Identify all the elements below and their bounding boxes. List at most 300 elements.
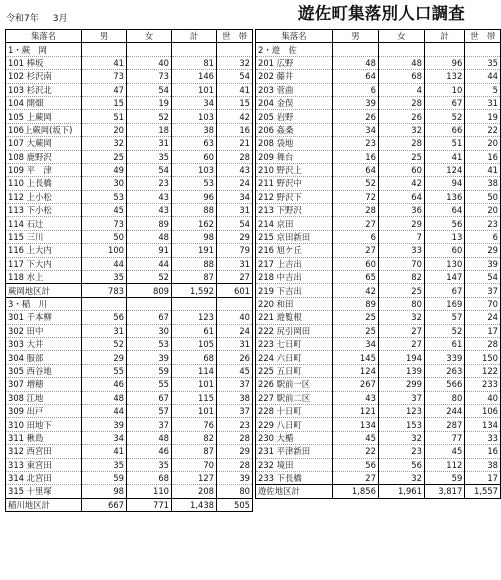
settlement-row — [256, 458, 501, 471]
female-count: 30 — [127, 324, 172, 337]
settlement-name: 210 野沢上 — [256, 163, 333, 176]
household-count: 40 — [217, 311, 253, 324]
settlement-name: 215 京田新田 — [256, 230, 333, 243]
male-count: 100 — [82, 244, 127, 257]
report-date — [6, 11, 81, 24]
male-count: 41 — [82, 445, 127, 458]
settlement-row — [256, 257, 501, 270]
female-count: 36 — [378, 204, 424, 217]
total-count: 70 — [172, 458, 217, 471]
settlement-row — [6, 351, 253, 364]
household-count: 24 — [217, 177, 253, 190]
male-count: 25 — [332, 324, 378, 337]
total-count: 67 — [424, 96, 464, 109]
male-count: 73 — [82, 217, 127, 230]
household-count: 6 — [465, 230, 501, 243]
female-count: 809 — [127, 284, 172, 297]
household-count: 23 — [217, 418, 253, 431]
column-header: 女 — [127, 30, 172, 43]
settlement-row — [256, 471, 501, 484]
settlement-row — [256, 284, 501, 297]
total-count: 98 — [172, 230, 217, 243]
female-count: 60 — [378, 163, 424, 176]
empty-cell — [127, 43, 172, 56]
male-count: 47 — [82, 83, 127, 96]
female-count: 33 — [378, 244, 424, 257]
male-count: 121 — [332, 404, 378, 417]
female-count: 27 — [378, 324, 424, 337]
total-count: 1,592 — [172, 284, 217, 297]
female-count: 43 — [127, 190, 172, 203]
male-count: 667 — [82, 498, 127, 511]
settlement-row — [6, 137, 253, 150]
settlement-row — [256, 418, 501, 431]
settlement-name: 蕨岡地区計 — [6, 284, 82, 297]
settlement-name: 108 鹿野沢 — [6, 150, 82, 163]
settlement-name: 216 旭ケ丘 — [256, 244, 333, 257]
empty-cell — [217, 43, 253, 56]
male-count: 26 — [332, 110, 378, 123]
settlement-row — [6, 257, 253, 270]
male-count: 124 — [332, 364, 378, 377]
settlement-name: 313 東宮田 — [6, 458, 82, 471]
settlement-row — [256, 337, 501, 350]
male-count: 34 — [82, 431, 127, 444]
female-count: 194 — [378, 351, 424, 364]
household-count: 38 — [465, 177, 501, 190]
male-count: 45 — [82, 204, 127, 217]
household-count: 41 — [217, 83, 253, 96]
household-count: 29 — [465, 244, 501, 257]
settlement-row — [256, 351, 501, 364]
female-count: 23 — [127, 177, 172, 190]
household-count: 39 — [217, 471, 253, 484]
total-count: 10 — [424, 83, 464, 96]
total-count: 162 — [172, 217, 217, 230]
district-total-row — [6, 498, 253, 511]
household-count: 122 — [465, 364, 501, 377]
household-count: 16 — [465, 150, 501, 163]
female-count: 771 — [127, 498, 172, 511]
total-count: 88 — [172, 204, 217, 217]
page-title: 遊佐町集落別人口調査 — [298, 4, 465, 23]
report-month: 3月 — [52, 14, 68, 24]
settlement-name: 315 十里塚 — [6, 485, 82, 498]
empty-cell — [82, 43, 127, 56]
total-count: 34 — [172, 96, 217, 109]
settlement-row — [256, 204, 501, 217]
household-count: 54 — [217, 70, 253, 83]
household-count: 20 — [465, 137, 501, 150]
female-count: 67 — [127, 311, 172, 324]
total-count: 287 — [424, 418, 464, 431]
settlement-row — [6, 123, 253, 136]
column-header: 集落名 — [6, 30, 82, 43]
total-count: 57 — [424, 311, 464, 324]
settlement-row — [6, 230, 253, 243]
settlement-name: 221 遊覧根 — [256, 311, 333, 324]
settlement-name: 229 八日町 — [256, 418, 333, 431]
male-count: 64 — [332, 70, 378, 83]
male-count: 89 — [332, 297, 378, 310]
female-count: 110 — [127, 485, 172, 498]
settlement-name: 118 水上 — [6, 271, 82, 284]
empty-cell — [217, 297, 253, 310]
settlement-name: 209 舞台 — [256, 150, 333, 163]
total-count: 68 — [172, 351, 217, 364]
total-count: 38 — [172, 123, 217, 136]
household-count: 41 — [465, 163, 501, 176]
settlement-row — [256, 324, 501, 337]
household-count: 70 — [465, 297, 501, 310]
total-count: 146 — [172, 70, 217, 83]
settlement-row — [6, 391, 253, 404]
female-count: 55 — [127, 378, 172, 391]
male-count: 43 — [332, 391, 378, 404]
female-count: 73 — [127, 70, 172, 83]
male-count: 6 — [332, 230, 378, 243]
household-count: 17 — [465, 324, 501, 337]
total-count: 103 — [172, 110, 217, 123]
male-count: 27 — [332, 244, 378, 257]
empty-cell — [172, 43, 217, 56]
household-count: 5 — [465, 83, 501, 96]
male-count: 52 — [332, 177, 378, 190]
male-count: 55 — [82, 364, 127, 377]
settlement-row — [6, 110, 253, 123]
settlement-row — [6, 96, 253, 109]
male-count: 73 — [82, 70, 127, 83]
total-count: 13 — [424, 230, 464, 243]
male-count: 30 — [82, 177, 127, 190]
male-count: 35 — [82, 271, 127, 284]
female-count: 27 — [378, 337, 424, 350]
settlement-name: 206 姦桑 — [256, 123, 333, 136]
column-header: 世 帯 — [465, 30, 501, 43]
household-count: 20 — [465, 204, 501, 217]
female-count: 123 — [378, 404, 424, 417]
settlement-row — [6, 56, 253, 69]
household-count: 106 — [465, 404, 501, 417]
female-count: 48 — [127, 431, 172, 444]
settlement-row — [256, 123, 501, 136]
male-count: 134 — [332, 418, 378, 431]
settlement-name: 112 上小松 — [6, 190, 82, 203]
male-count: 6 — [332, 83, 378, 96]
household-count: 31 — [217, 204, 253, 217]
column-header: 集落名 — [256, 30, 333, 43]
settlement-row — [256, 217, 501, 230]
settlement-row — [6, 217, 253, 230]
male-count: 51 — [82, 110, 127, 123]
female-count: 68 — [127, 471, 172, 484]
female-count: 57 — [127, 404, 172, 417]
settlement-row — [256, 190, 501, 203]
settlement-row — [256, 297, 501, 310]
settlement-name: 213 下野沢 — [256, 204, 333, 217]
district-header-row — [256, 43, 501, 56]
male-count: 25 — [332, 311, 378, 324]
male-count: 16 — [332, 150, 378, 163]
settlement-name: 116 上大内 — [6, 244, 82, 257]
male-count: 41 — [82, 56, 127, 69]
total-count: 87 — [172, 445, 217, 458]
settlement-name: 211 野沢中 — [256, 177, 333, 190]
household-count: 28 — [217, 150, 253, 163]
female-count: 89 — [127, 217, 172, 230]
total-count: 244 — [424, 404, 464, 417]
female-count: 64 — [378, 190, 424, 203]
settlement-row — [6, 404, 253, 417]
total-count: 101 — [172, 378, 217, 391]
male-count: 65 — [332, 271, 378, 284]
column-header: 世 帯 — [217, 30, 253, 43]
male-count: 44 — [82, 404, 127, 417]
settlement-row — [256, 244, 501, 257]
male-count: 35 — [82, 458, 127, 471]
settlement-name: 230 大楯 — [256, 431, 333, 444]
settlement-row — [6, 244, 253, 257]
total-count: 88 — [172, 257, 217, 270]
household-count: 26 — [217, 351, 253, 364]
female-count: 56 — [378, 458, 424, 471]
district-name: 1・蕨 岡 — [6, 43, 82, 56]
household-count: 31 — [465, 96, 501, 109]
total-count: 105 — [172, 337, 217, 350]
female-count: 52 — [127, 271, 172, 284]
female-count: 139 — [378, 364, 424, 377]
household-count: 28 — [217, 431, 253, 444]
female-count: 19 — [127, 96, 172, 109]
female-count: 48 — [378, 56, 424, 69]
total-count: 136 — [424, 190, 464, 203]
household-count: 40 — [465, 391, 501, 404]
household-count: 15 — [217, 96, 253, 109]
settlement-name: 208 袋地 — [256, 137, 333, 150]
settlement-name: 219 下吉出 — [256, 284, 333, 297]
settlement-name: 312 西宮田 — [6, 445, 82, 458]
household-count: 16 — [465, 445, 501, 458]
household-count: 29 — [217, 230, 253, 243]
total-count: 147 — [424, 271, 464, 284]
female-count: 25 — [378, 150, 424, 163]
settlement-name: 遊佐地区計 — [256, 485, 333, 498]
settlement-row — [256, 56, 501, 69]
household-count: 16 — [217, 123, 253, 136]
total-count: 77 — [424, 431, 464, 444]
empty-cell — [465, 43, 501, 56]
male-count: 29 — [82, 351, 127, 364]
male-count: 39 — [82, 418, 127, 431]
settlement-row — [256, 391, 501, 404]
settlement-name: 311 楸島 — [6, 431, 82, 444]
settlement-row — [256, 177, 501, 190]
total-count: 132 — [424, 70, 464, 83]
male-count: 59 — [82, 471, 127, 484]
male-count: 145 — [332, 351, 378, 364]
district-total-row — [256, 485, 501, 498]
household-count: 31 — [217, 337, 253, 350]
district-header-row — [6, 297, 253, 310]
settlement-name: 304 服部 — [6, 351, 82, 364]
settlement-name: 202 藤井 — [256, 70, 333, 83]
female-count: 32 — [378, 431, 424, 444]
settlement-name: 110 上長橋 — [6, 177, 82, 190]
female-count: 54 — [127, 83, 172, 96]
male-count: 46 — [82, 378, 127, 391]
total-count: 52 — [424, 324, 464, 337]
female-count: 52 — [127, 110, 172, 123]
male-count: 48 — [82, 391, 127, 404]
settlement-name: 224 六日町 — [256, 351, 333, 364]
settlement-name: 101 棒坂 — [6, 56, 82, 69]
settlement-name: 232 境田 — [256, 458, 333, 471]
household-count: 28 — [465, 337, 501, 350]
male-count: 28 — [332, 204, 378, 217]
total-count: 114 — [172, 364, 217, 377]
male-count: 34 — [332, 123, 378, 136]
female-count: 82 — [378, 271, 424, 284]
household-count: 32 — [217, 56, 253, 69]
total-count: 64 — [424, 204, 464, 217]
female-count: 1,961 — [378, 485, 424, 498]
settlement-name: 314 北宮田 — [6, 471, 82, 484]
settlement-row — [6, 271, 253, 284]
settlement-row — [256, 378, 501, 391]
male-count: 56 — [82, 311, 127, 324]
empty-cell — [378, 43, 424, 56]
settlement-name: 231 平津新田 — [256, 445, 333, 458]
total-count: 96 — [172, 190, 217, 203]
household-count: 54 — [217, 217, 253, 230]
settlement-name: 214 京田 — [256, 217, 333, 230]
female-count: 43 — [127, 204, 172, 217]
male-count: 15 — [82, 96, 127, 109]
total-count: 76 — [172, 418, 217, 431]
female-count: 42 — [378, 177, 424, 190]
female-count: 28 — [378, 96, 424, 109]
settlement-name: 104 開畑 — [6, 96, 82, 109]
settlement-name: 217 上吉出 — [256, 257, 333, 270]
male-count: 64 — [332, 163, 378, 176]
household-count: 79 — [217, 244, 253, 257]
total-count: 45 — [424, 445, 464, 458]
settlement-name: 204 金俣 — [256, 96, 333, 109]
female-count: 28 — [378, 137, 424, 150]
header-row — [6, 30, 253, 43]
settlement-name: 308 江地 — [6, 391, 82, 404]
settlement-name: 223 七日町 — [256, 337, 333, 350]
female-count: 44 — [127, 257, 172, 270]
total-count: 41 — [424, 150, 464, 163]
empty-cell — [172, 297, 217, 310]
male-count: 25 — [82, 150, 127, 163]
total-count: 56 — [424, 217, 464, 230]
total-count: 339 — [424, 351, 464, 364]
female-count: 153 — [378, 418, 424, 431]
total-count: 53 — [172, 177, 217, 190]
female-count: 53 — [127, 337, 172, 350]
total-count: 82 — [172, 431, 217, 444]
female-count: 25 — [378, 284, 424, 297]
male-count: 49 — [82, 163, 127, 176]
male-count: 23 — [332, 137, 378, 150]
household-count: 134 — [465, 418, 501, 431]
household-count: 505 — [217, 498, 253, 511]
female-count: 39 — [127, 351, 172, 364]
settlement-row — [6, 177, 253, 190]
male-count: 72 — [332, 190, 378, 203]
household-count: 80 — [217, 485, 253, 498]
total-count: 52 — [424, 110, 464, 123]
total-count: 61 — [172, 324, 217, 337]
settlement-name: 309 出戸 — [6, 404, 82, 417]
settlement-row — [6, 485, 253, 498]
male-count: 20 — [82, 123, 127, 136]
settlement-row — [6, 431, 253, 444]
settlement-row — [256, 150, 501, 163]
household-count: 42 — [217, 110, 253, 123]
total-count: 96 — [424, 56, 464, 69]
settlement-name: 102 杉沢南 — [6, 70, 82, 83]
settlement-row — [256, 230, 501, 243]
male-count: 44 — [82, 257, 127, 270]
female-count: 32 — [378, 471, 424, 484]
male-count: 50 — [82, 230, 127, 243]
female-count: 48 — [127, 230, 172, 243]
settlement-row — [256, 137, 501, 150]
female-count: 4 — [378, 83, 424, 96]
total-count: 124 — [424, 163, 464, 176]
empty-cell — [127, 297, 172, 310]
male-count: 27 — [332, 217, 378, 230]
settlement-row — [6, 471, 253, 484]
settlement-name: 310 田地下 — [6, 418, 82, 431]
female-count: 37 — [127, 418, 172, 431]
household-count: 38 — [217, 391, 253, 404]
settlement-row — [6, 337, 253, 350]
settlement-row — [6, 364, 253, 377]
household-count: 22 — [465, 123, 501, 136]
total-count: 127 — [172, 471, 217, 484]
total-count: 123 — [172, 311, 217, 324]
total-count: 566 — [424, 378, 464, 391]
settlement-row — [6, 324, 253, 337]
settlement-name: 225 五日町 — [256, 364, 333, 377]
household-count: 28 — [217, 458, 253, 471]
settlement-name: 228 十日町 — [256, 404, 333, 417]
settlement-row — [6, 163, 253, 176]
female-count: 40 — [127, 56, 172, 69]
female-count: 67 — [127, 391, 172, 404]
male-count: 60 — [332, 257, 378, 270]
settlement-name: 106上蕨岡(坂下) — [6, 123, 82, 136]
male-count: 98 — [82, 485, 127, 498]
male-count: 45 — [332, 431, 378, 444]
settlement-row — [6, 150, 253, 163]
household-count: 34 — [217, 190, 253, 203]
household-count: 33 — [465, 431, 501, 444]
settlement-name: 115 三川 — [6, 230, 82, 243]
settlement-row — [256, 110, 501, 123]
settlement-row — [6, 83, 253, 96]
settlement-row — [256, 271, 501, 284]
household-count: 601 — [217, 284, 253, 297]
female-count: 68 — [378, 70, 424, 83]
female-count: 26 — [378, 110, 424, 123]
settlement-row — [6, 445, 253, 458]
household-count: 37 — [217, 404, 253, 417]
